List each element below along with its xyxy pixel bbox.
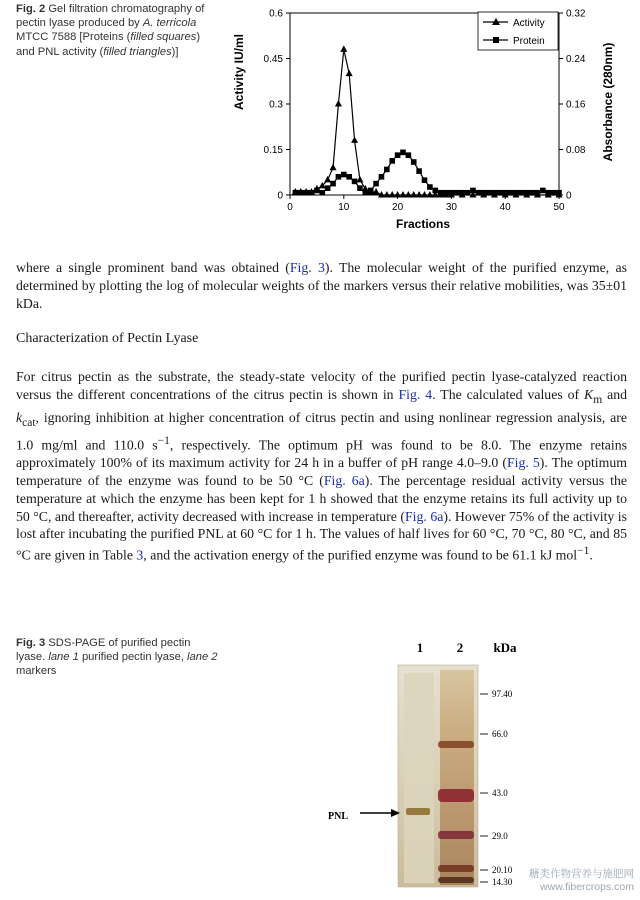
marker-66: 66.0 (492, 729, 508, 739)
x-axis-label: Fractions (395, 217, 451, 231)
y-tick-label: 0.3 (269, 99, 283, 111)
y-axis-label: Activity IU/ml (232, 33, 246, 111)
protein-point (411, 159, 417, 165)
protein-point (465, 190, 471, 196)
protein-point (346, 174, 352, 180)
x-tick-label: 50 (553, 202, 565, 213)
fig6a-link[interactable]: Fig. 6a (323, 473, 365, 489)
y-tick-label: 0.45 (263, 54, 283, 65)
marker-band-43 (438, 789, 474, 802)
legend-protein: Protein (513, 36, 545, 47)
lane-label-2: 2 (456, 640, 464, 655)
protein-point (524, 190, 530, 196)
protein-point (400, 150, 406, 156)
protein-point (395, 152, 401, 158)
y-tick-label: 0.15 (263, 145, 283, 156)
protein-point (519, 190, 525, 196)
kda-unit-label: kDa (493, 640, 517, 655)
y2-tick-label: 0.24 (566, 54, 586, 65)
pnl-label: PNL (328, 811, 348, 822)
marker-20: 20.10 (492, 865, 513, 875)
lane-2 (440, 670, 474, 885)
fig4-link[interactable]: Fig. 4 (398, 386, 433, 402)
fig3-link[interactable]: Fig. 3 (289, 260, 325, 275)
protein-point (357, 185, 363, 191)
activity-point (340, 45, 347, 52)
protein-point (486, 190, 492, 196)
protein-point (556, 190, 562, 196)
protein-point (325, 185, 331, 191)
y2-tick-label: 0.08 (566, 145, 586, 156)
protein-point (432, 188, 438, 194)
marker-band-29 (438, 831, 474, 839)
x-tick-label: 20 (392, 202, 404, 213)
activity-point (346, 70, 353, 77)
protein-point (379, 174, 385, 180)
marker-band-66 (438, 741, 474, 748)
marker-band-20 (438, 865, 474, 872)
marker-97: 97.40 (492, 689, 513, 699)
table3-link[interactable]: 3 (136, 547, 144, 563)
lane-1 (404, 673, 434, 883)
y2-axis-label: Absorbance (280nm) (601, 42, 615, 162)
protein-point (497, 190, 503, 196)
protein-point (309, 190, 315, 196)
protein-point (293, 190, 299, 196)
activity-point (356, 176, 363, 183)
protein-point (454, 190, 460, 196)
paragraph-characterization: For citrus pectin as the substrate, the steady-state velocity of the purified pectin lyase-catalyzed reaction versus the different concentrations of the citrus pectin is shown in Fig. 4. The calculated values of $K_m$ and $k_{cat}$, ignoring inhibition at higher concentration of citrus pectin and using nonlinear regression analysis, are 1.0 mg/ml and 110.0 $s^{-1}$, respectively. The optimum pH was found to be 8.0. The enzyme retains approximately 100% of its maximum activity for 24 h in a buffer of pH range 4.0–9.0 (Fig. 5). The optimum temperature of the enzyme was found to be 50 °C (Fig. 6a). The percentage residual activity versus the temperature at which the enzyme has been kept for 1 h showed that the enzyme retains its full activity up to 50 °C, and thereafter, activity decreased with increase in temperature (Fig. 6a). However 75% of the activity is lost after incubating the purified PNL at 60 °C for 1 h. The values of half lives for 60 °C, 70 °C, 80 °C, and 85 °C are given in Table 3, and the activation energy of the purified enzyme was found to be 61.1 kJ mol$^{-1}$. (16, 369, 628, 563)
protein-point (384, 167, 390, 173)
marker-14: 14.30 (492, 877, 513, 887)
protein-point (368, 188, 374, 194)
x-tick-label: 30 (445, 202, 457, 213)
protein-point (481, 190, 487, 196)
activity-point (351, 136, 358, 143)
y-tick-label: 0 (277, 190, 283, 202)
protein-point (551, 190, 557, 196)
protein-point (540, 188, 546, 194)
protein-point (330, 181, 336, 187)
x-tick-label: 0 (287, 202, 293, 213)
protein-point (389, 158, 395, 164)
protein-point (427, 184, 433, 190)
fig2-caption: Fig. 2 Gel filtration chromatography of pectin lyase produced by A. terricola MTCC 7588 [Proteins (filled squares) and PNL activity (filled triangles)] (16, 3, 205, 58)
protein-point (314, 188, 320, 194)
protein-point (529, 190, 535, 196)
fig6a-link-2[interactable]: Fig. 6a (405, 508, 444, 524)
protein-point (422, 177, 428, 183)
protein-point (406, 152, 412, 158)
protein-point (303, 190, 309, 196)
protein-point (508, 190, 514, 196)
y2-tick-label: 0.16 (566, 99, 586, 111)
protein-point (438, 190, 444, 196)
protein-point (298, 190, 304, 196)
x-tick-label: 40 (499, 202, 511, 213)
activity-point (324, 176, 331, 183)
legend-square-icon (493, 37, 499, 43)
lane-label-1: 1 (416, 640, 424, 655)
activity-point (330, 164, 337, 171)
protein-point (416, 168, 422, 174)
x-tick-label: 10 (338, 202, 350, 213)
section-heading: Characterization of Pectin Lyase (16, 331, 199, 346)
chart-legend (478, 12, 558, 50)
activity-point (373, 188, 380, 195)
protein-point (513, 190, 519, 196)
fig3-caption: Fig. 3 SDS-PAGE of purified pectin lyase. lane 1 purified pectin lyase, lane 2 markers (16, 637, 218, 678)
protein-point (470, 188, 476, 194)
protein-point (535, 190, 541, 196)
protein-point (449, 190, 455, 196)
paragraph-molecular-weight: where a single prominent band was obtained (Fig. 3). The molecular weight of the purified enzyme, as determined by plotting the log of molecular weights of the markers versus their relative mobilities, was 35±01 kDa. (16, 260, 627, 311)
protein-point (363, 190, 369, 196)
marker-43: 43.0 (492, 788, 508, 798)
protein-point (341, 172, 347, 178)
pnl-band (406, 808, 430, 815)
protein-point (336, 174, 342, 180)
marker-band-14 (438, 877, 474, 883)
y2-tick-label: 0.32 (566, 8, 586, 20)
watermark: 糖类作物营养与施肥网 www.fibercrops.com (529, 868, 634, 893)
protein-point (476, 190, 482, 196)
protein-point (492, 190, 498, 196)
protein-point (373, 181, 379, 187)
series-line-activity (295, 49, 559, 195)
protein-point (459, 190, 465, 196)
protein-point (352, 179, 358, 185)
protein-point (545, 190, 551, 196)
gel-filtration-chart (228, 0, 628, 240)
activity-point (335, 100, 342, 107)
fig3-label: Fig. 3 (16, 637, 46, 649)
sds-page-gel (320, 625, 530, 890)
y-tick-label: 0.6 (269, 8, 283, 20)
fig5-link[interactable]: Fig. 5 (506, 455, 540, 471)
y2-tick-label: 0 (566, 190, 572, 202)
protein-point (502, 190, 508, 196)
protein-point (319, 190, 325, 196)
fig2-label: Fig. 2 (16, 3, 46, 15)
protein-point (443, 190, 449, 196)
legend-activity: Activity (513, 18, 545, 29)
marker-29: 29.0 (492, 831, 508, 841)
